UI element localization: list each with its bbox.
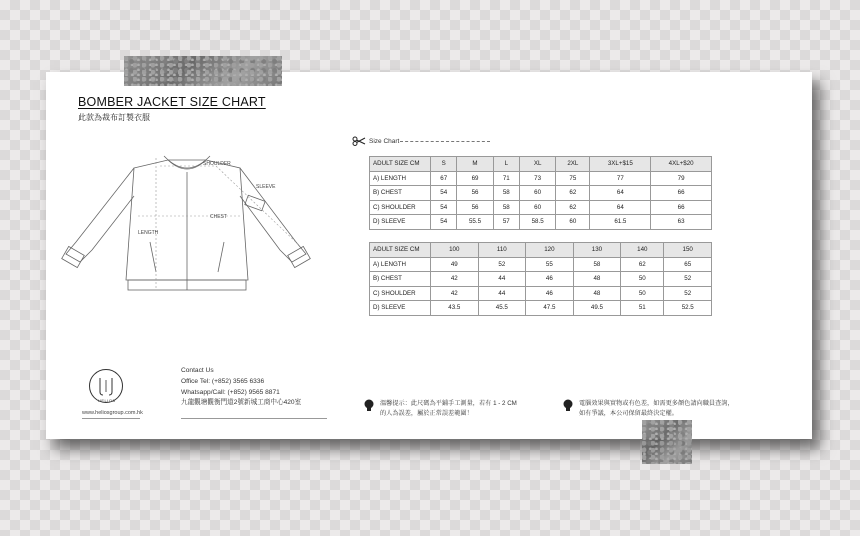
table-row	[370, 186, 712, 201]
page-title: BOMBER JACKET SIZE CHART	[78, 95, 266, 109]
table-header-cell: 130	[573, 243, 621, 258]
table-cell: 65	[664, 257, 712, 272]
diagram-label-sleeve: SLEEVE	[256, 184, 276, 190]
table-row	[370, 272, 712, 287]
table-cell: 51	[621, 301, 664, 316]
table-header-row	[370, 157, 712, 172]
table-cell: 42	[431, 286, 479, 301]
table-cell: 43.5	[431, 301, 479, 316]
table-header-cell: 100	[431, 243, 479, 258]
note-color-line1: 電腦效果與實物或有色差，如需更多顏色請向職員查詢，	[579, 400, 734, 407]
diagram-label-length: LENGTH	[138, 230, 159, 236]
table-cell: 58	[493, 200, 519, 215]
size-chart-label-text: Size Chart	[369, 137, 400, 145]
table-cell: 52.5	[664, 301, 712, 316]
table-cell: 62	[556, 186, 590, 201]
note-measurement-line2: 的人為誤差，屬於正常誤差範圍！	[380, 410, 473, 417]
contact-block	[181, 366, 301, 409]
table-cell: 54	[431, 215, 457, 230]
table-cell: 64	[590, 200, 651, 215]
contact-address: 九龍觀塘觀衡門道2號新城工商中心420室	[181, 399, 302, 407]
table-cell: 56	[457, 186, 493, 201]
table-header-cell: ADULT SIZE CM	[370, 157, 431, 172]
table-row	[370, 200, 712, 215]
table-cell: 54	[431, 200, 457, 215]
brand-name: HELIOS	[98, 398, 116, 403]
diagram-label-chest: CHEST	[210, 214, 227, 220]
table-header-cell: S	[431, 157, 457, 172]
table-cell: 55	[526, 257, 574, 272]
table-cell: 56	[457, 200, 493, 215]
table-cell: 79	[651, 171, 712, 186]
table-cell: 58	[573, 257, 621, 272]
table-row	[370, 171, 712, 186]
footer-divider-left	[82, 418, 140, 419]
table-header-cell: L	[493, 157, 519, 172]
table-cell: C) SHOULDER	[370, 200, 431, 215]
tape-strip-bottom	[642, 420, 692, 464]
table-cell: 61.5	[590, 215, 651, 230]
table-cell: 77	[590, 171, 651, 186]
note-measurement	[364, 399, 517, 419]
table-cell: 66	[651, 200, 712, 215]
dashed-cut-line	[400, 141, 490, 142]
table-cell: 57	[493, 215, 519, 230]
note-color-line2: 如有爭議，本公司保留最終決定權。	[579, 410, 678, 417]
table-cell: 49	[431, 257, 479, 272]
diagram-label-shoulder: SHOULDER	[203, 161, 231, 167]
table-cell: 44	[478, 272, 526, 287]
table-header-cell: XL	[520, 157, 556, 172]
contact-whatsapp: Whatsapp/Call: (+852) 9565 8871	[181, 388, 280, 396]
contact-office-tel: Office Tel: (+852) 3565 6336	[181, 377, 265, 385]
table-cell: 44	[478, 286, 526, 301]
table-row	[370, 215, 712, 230]
table-cell: 46	[526, 286, 574, 301]
table-header-cell: ADULT SIZE CM	[370, 243, 431, 258]
table-cell: D) SLEEVE	[370, 301, 431, 316]
table-cell: 69	[457, 171, 493, 186]
table-cell: 62	[621, 257, 664, 272]
kids-size-table	[369, 242, 712, 316]
size-chart-label	[352, 136, 399, 146]
table-cell: 62	[556, 200, 590, 215]
table-header-cell: 120	[526, 243, 574, 258]
adult-size-table	[369, 156, 712, 230]
tape-strip-top	[124, 56, 282, 86]
table-cell: 48	[573, 286, 621, 301]
table-cell: 60	[556, 215, 590, 230]
table-cell: 50	[621, 286, 664, 301]
table-cell: 60	[520, 200, 556, 215]
table-header-cell: 110	[478, 243, 526, 258]
table-cell: 71	[493, 171, 519, 186]
table-header-cell: 4XL+$20	[651, 157, 712, 172]
table-header-cell: 150	[664, 243, 712, 258]
table-header-cell: 140	[621, 243, 664, 258]
table-cell: 58.5	[520, 215, 556, 230]
page-subtitle: 此款為裁布訂製衣服	[78, 113, 150, 122]
table-header-row	[370, 243, 712, 258]
table-row	[370, 301, 712, 316]
table-header-cell: 3XL+$15	[590, 157, 651, 172]
note-measurement-line1: 溫馨提示：此尺碼為平鋪手工測量，若有 1 - 2 CM	[380, 400, 517, 407]
table-cell: B) CHEST	[370, 272, 431, 287]
table-cell: B) CHEST	[370, 186, 431, 201]
table-cell: 52	[478, 257, 526, 272]
table-row	[370, 257, 712, 272]
lightbulb-icon	[364, 399, 374, 413]
table-cell: A) LENGTH	[370, 171, 431, 186]
table-cell: 45.5	[478, 301, 526, 316]
website-link[interactable]: www.heliosgroup.com.hk	[82, 410, 143, 416]
table-cell: 60	[520, 186, 556, 201]
table-cell: 55.5	[457, 215, 493, 230]
table-cell: 54	[431, 186, 457, 201]
table-cell: 67	[431, 171, 457, 186]
table-cell: A) LENGTH	[370, 257, 431, 272]
table-cell: 52	[664, 272, 712, 287]
jacket-diagram	[56, 150, 318, 300]
table-cell: 58	[493, 186, 519, 201]
table-cell: 75	[556, 171, 590, 186]
table-cell: 52	[664, 286, 712, 301]
table-cell: 50	[621, 272, 664, 287]
table-cell: 49.5	[573, 301, 621, 316]
table-cell: 47.5	[526, 301, 574, 316]
table-cell: 42	[431, 272, 479, 287]
table-cell: D) SLEEVE	[370, 215, 431, 230]
table-cell: 46	[526, 272, 574, 287]
table-cell: 48	[573, 272, 621, 287]
table-cell: 64	[590, 186, 651, 201]
contact-heading: Contact Us	[181, 367, 214, 374]
table-header-cell: M	[457, 157, 493, 172]
table-header-cell: 2XL	[556, 157, 590, 172]
table-cell: 63	[651, 215, 712, 230]
table-cell: 66	[651, 186, 712, 201]
scissors-icon	[352, 136, 366, 146]
note-color	[563, 399, 734, 419]
table-cell: 73	[520, 171, 556, 186]
table-row	[370, 286, 712, 301]
table-cell: C) SHOULDER	[370, 286, 431, 301]
lightbulb-icon	[563, 399, 573, 413]
footer-divider-contact	[181, 418, 327, 419]
